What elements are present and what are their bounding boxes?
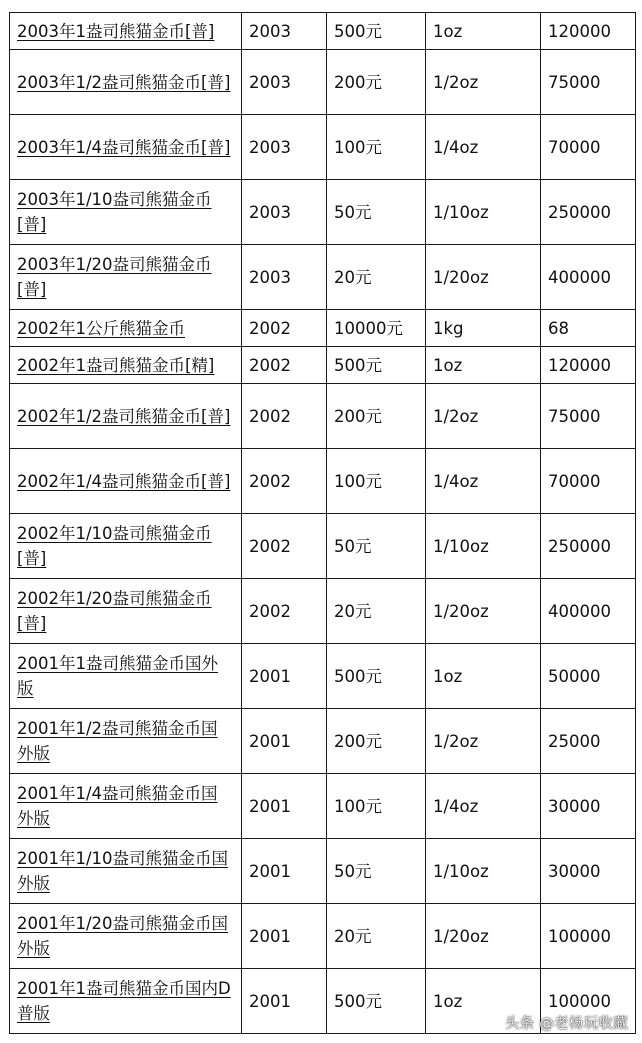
coin-name-cell (10, 969, 242, 1034)
mintage-cell: 100000 (541, 969, 636, 1034)
coin-name-cell (10, 115, 242, 180)
weight-cell: 1/2oz (426, 384, 541, 449)
watermark: 头条 @老杨玩收藏 (504, 1016, 628, 1032)
face-value-cell: 500元 (327, 969, 426, 1034)
mintage-cell: 75000 (541, 384, 636, 449)
weight-cell: 1/10oz (426, 839, 541, 904)
coin-name-link[interactable]: 2001年1盎司熊猫金币国外版 (17, 654, 218, 698)
face-value-cell: 20元 (327, 245, 426, 310)
weight-cell: 1/4oz (426, 115, 541, 180)
coin-name-link[interactable]: 2003年1/10盎司熊猫金币[普] (17, 190, 212, 234)
table-row (10, 774, 636, 839)
coin-table-body (10, 13, 636, 1034)
year-cell: 2002 (242, 347, 327, 384)
mintage-cell: 250000 (541, 180, 636, 245)
weight-cell: 1kg (426, 310, 541, 347)
table-row (10, 514, 636, 579)
mintage-cell: 120000 (541, 347, 636, 384)
weight-cell: 1/4oz (426, 449, 541, 514)
face-value-cell: 50元 (327, 514, 426, 579)
year-cell: 2001 (242, 839, 327, 904)
table-row (10, 310, 636, 347)
weight-cell: 1/20oz (426, 245, 541, 310)
coin-name-link[interactable]: 2002年1盎司熊猫金币[精] (17, 355, 215, 375)
coin-name-link[interactable]: 2002年1/10盎司熊猫金币[普] (17, 524, 212, 568)
weight-cell: 1/4oz (426, 774, 541, 839)
weight-cell: 1oz (426, 347, 541, 384)
coin-name-link[interactable]: 2003年1/20盎司熊猫金币[普] (17, 255, 212, 299)
mintage-cell: 70000 (541, 115, 636, 180)
face-value-cell: 20元 (327, 579, 426, 644)
weight-cell: 1/20oz (426, 579, 541, 644)
year-cell: 2001 (242, 969, 327, 1034)
mintage-cell: 50000 (541, 644, 636, 709)
mintage-cell: 75000 (541, 50, 636, 115)
mintage-cell: 120000 (541, 13, 636, 50)
weight-cell: 1/20oz (426, 904, 541, 969)
weight-cell: 1oz (426, 644, 541, 709)
coin-name-link[interactable]: 2003年1/2盎司熊猫金币[普] (17, 72, 231, 92)
coin-name-link[interactable]: 2003年1盎司熊猫金币[普] (17, 21, 215, 41)
coin-name-cell (10, 644, 242, 709)
year-cell: 2002 (242, 514, 327, 579)
table-row (10, 709, 636, 774)
year-cell: 2003 (242, 115, 327, 180)
table-row (10, 384, 636, 449)
coin-name-cell (10, 245, 242, 310)
year-cell: 2003 (242, 50, 327, 115)
table-row (10, 115, 636, 180)
coin-name-cell (10, 310, 242, 347)
coin-name-link[interactable]: 2002年1/4盎司熊猫金币[普] (17, 471, 231, 491)
year-cell: 2002 (242, 384, 327, 449)
coin-name-cell (10, 904, 242, 969)
year-cell: 2003 (242, 245, 327, 310)
year-cell: 2003 (242, 13, 327, 50)
face-value-cell: 100元 (327, 774, 426, 839)
coin-name-cell (10, 384, 242, 449)
table-row (10, 449, 636, 514)
year-cell: 2002 (242, 449, 327, 514)
table-row (10, 245, 636, 310)
year-cell: 2001 (242, 709, 327, 774)
mintage-cell: 30000 (541, 839, 636, 904)
mintage-cell: 250000 (541, 514, 636, 579)
face-value-cell: 500元 (327, 347, 426, 384)
year-cell: 2002 (242, 310, 327, 347)
year-cell: 2001 (242, 904, 327, 969)
year-cell: 2002 (242, 579, 327, 644)
face-value-cell: 100元 (327, 115, 426, 180)
table-row (10, 13, 636, 50)
coin-name-cell (10, 579, 242, 644)
weight-cell: 1/2oz (426, 709, 541, 774)
coin-name-link[interactable]: 2001年1/2盎司熊猫金币国外版 (17, 719, 218, 763)
face-value-cell: 200元 (327, 50, 426, 115)
coin-name-link[interactable]: 2001年1/20盎司熊猫金币国外版 (17, 914, 229, 958)
table-row (10, 579, 636, 644)
coin-name-cell (10, 449, 242, 514)
weight-cell: 1/10oz (426, 180, 541, 245)
coin-name-link[interactable]: 2002年1/2盎司熊猫金币[普] (17, 406, 231, 426)
coin-name-cell (10, 709, 242, 774)
table-row (10, 839, 636, 904)
mintage-cell: 100000 (541, 904, 636, 969)
coin-name-link[interactable]: 2001年1/4盎司熊猫金币国外版 (17, 784, 218, 828)
face-value-cell: 500元 (327, 644, 426, 709)
table-row (10, 644, 636, 709)
coin-name-cell (10, 180, 242, 245)
coin-name-cell (10, 839, 242, 904)
weight-cell: 1oz (426, 13, 541, 50)
weight-cell: 1oz (426, 969, 541, 1034)
face-value-cell: 500元 (327, 13, 426, 50)
table-row (10, 50, 636, 115)
mintage-cell: 70000 (541, 449, 636, 514)
weight-cell: 1/10oz (426, 514, 541, 579)
coin-name-cell (10, 774, 242, 839)
table-row (10, 347, 636, 384)
face-value-cell: 10000元 (327, 310, 426, 347)
face-value-cell: 200元 (327, 709, 426, 774)
year-cell: 2001 (242, 774, 327, 839)
coin-name-cell (10, 514, 242, 579)
coin-name-link[interactable]: 2002年1/20盎司熊猫金币[普] (17, 589, 212, 633)
table-row (10, 904, 636, 969)
face-value-cell: 20元 (327, 904, 426, 969)
coin-name-link[interactable]: 2003年1/4盎司熊猫金币[普] (17, 137, 231, 157)
coin-name-link[interactable]: 2001年1/10盎司熊猫金币国外版 (17, 849, 229, 893)
mintage-cell: 400000 (541, 579, 636, 644)
coin-table (9, 12, 636, 1034)
mintage-cell: 68 (541, 310, 636, 347)
mintage-cell: 25000 (541, 709, 636, 774)
face-value-cell: 100元 (327, 449, 426, 514)
year-cell: 2003 (242, 180, 327, 245)
face-value-cell: 50元 (327, 839, 426, 904)
coin-name-link[interactable]: 2001年1盎司熊猫金币国内D普版 (17, 979, 231, 1023)
face-value-cell: 200元 (327, 384, 426, 449)
mintage-cell: 400000 (541, 245, 636, 310)
mintage-cell: 30000 (541, 774, 636, 839)
table-row (10, 180, 636, 245)
coin-name-link[interactable]: 2002年1公斤熊猫金币 (17, 318, 185, 338)
coin-name-cell (10, 50, 242, 115)
year-cell: 2001 (242, 644, 327, 709)
weight-cell: 1/2oz (426, 50, 541, 115)
coin-name-cell (10, 347, 242, 384)
coin-name-cell (10, 13, 242, 50)
face-value-cell: 50元 (327, 180, 426, 245)
